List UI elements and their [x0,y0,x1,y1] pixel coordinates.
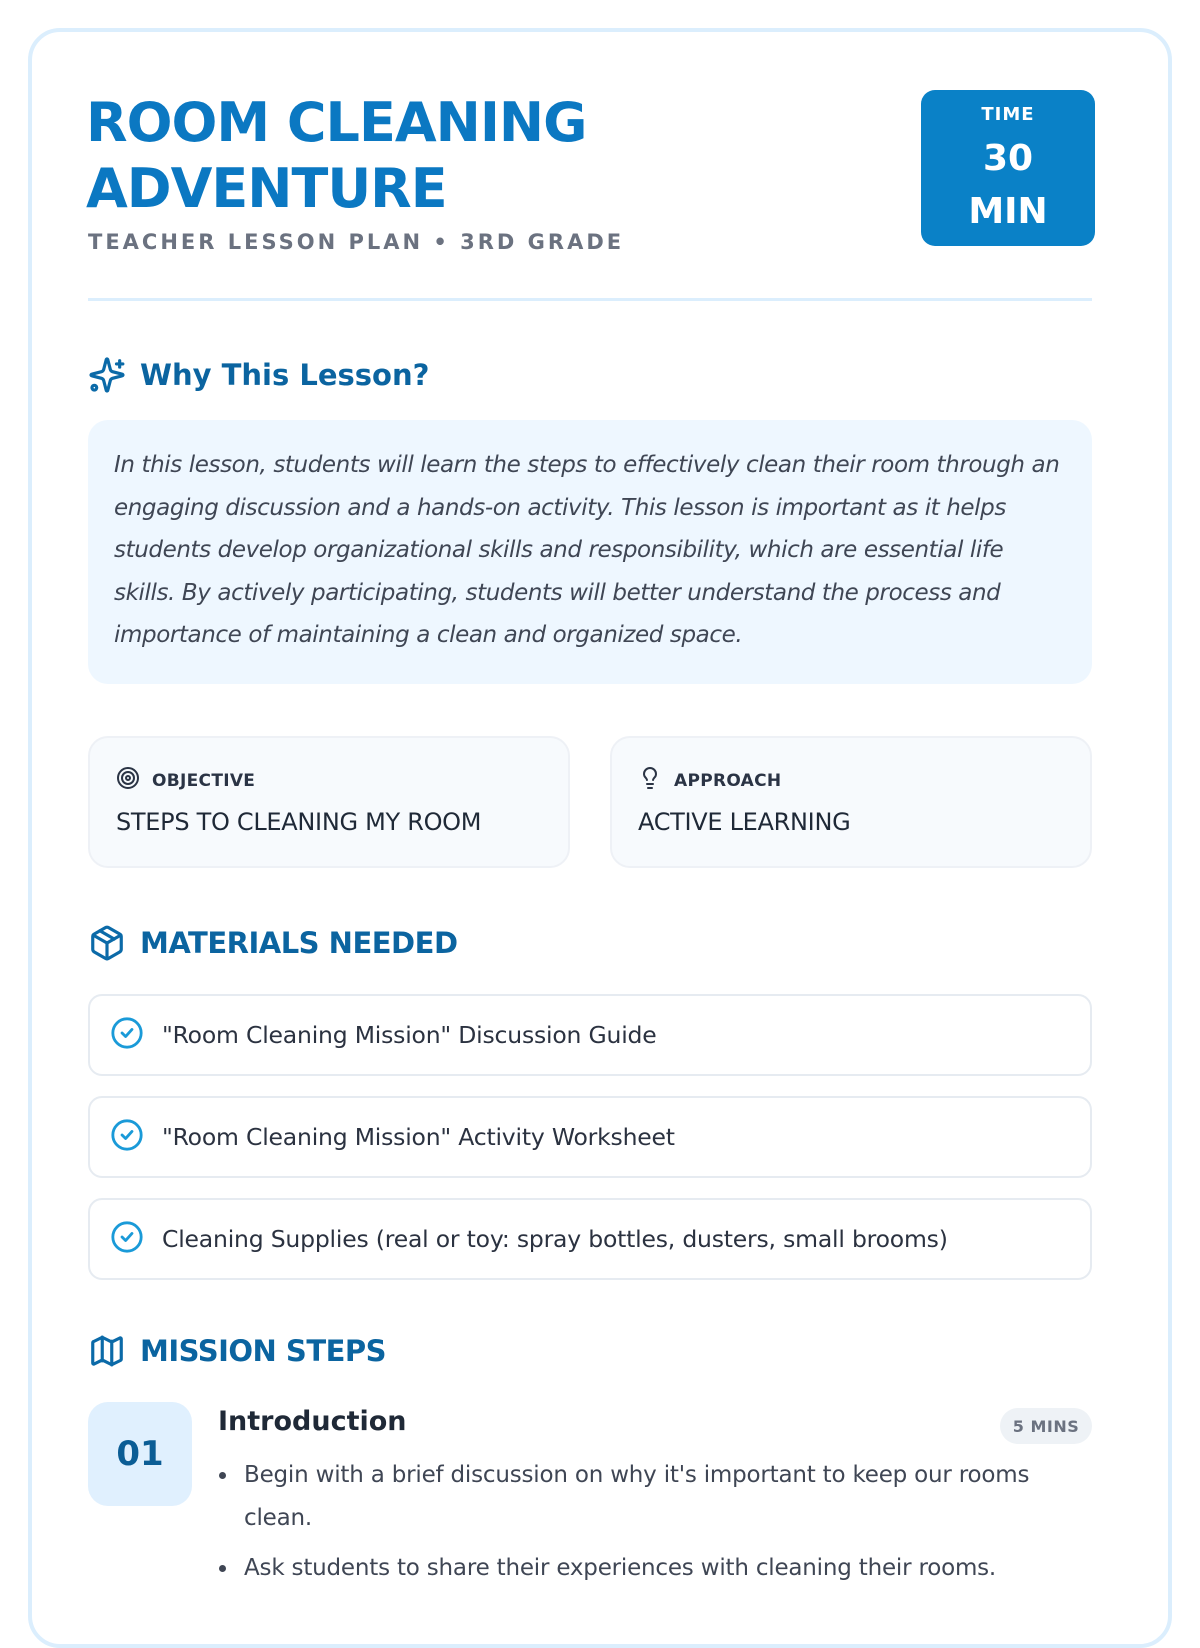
time-number: 30 [982,138,1034,179]
mission-section-heading [88,1332,386,1370]
step-bullet-list [218,1454,1078,1598]
lesson-header [86,90,1092,254]
approach-label-row [638,766,781,795]
approach-label: APPROACH [674,770,782,791]
objective-label-row [116,766,255,795]
why-heading: Why This Lesson? [140,358,430,392]
lightbulb-icon [638,766,662,795]
material-item [88,1198,1092,1280]
materials-heading: MATERIALS NEEDED [140,926,458,960]
objective-value: STEPS TO CLEANING MY ROOM [116,808,482,836]
step-title: Introduction [218,1406,407,1437]
target-icon [116,766,140,795]
materials-section-heading [88,924,458,962]
lesson-card [28,28,1172,1648]
time-badge [921,90,1095,246]
why-description: In this lesson, students will learn the steps to effectively clean their room through an engaging discussion and a hands-on activity. This lesson is important as it helps students develop organizational skills and responsibility, which are essential life skills. By actively participating, students will better understand the process and importance of maintaining a clean and organized space. [114,452,1060,648]
check-circle-icon [110,1220,144,1258]
sparkles-icon [88,356,126,394]
objective-label: OBJECTIVE [152,770,256,791]
step-number: 01 [88,1402,192,1506]
material-item-text: "Room Cleaning Mission" Discussion Guide [162,1021,657,1049]
time-value [921,132,1095,238]
mission-heading: MISSION STEPS [140,1334,387,1368]
time-label: TIME [981,104,1035,125]
header-divider [88,298,1092,301]
step-bullet: Begin with a brief discussion on why it's important to keep our rooms clean. [218,1454,1078,1539]
title-line-2: ADVENTURE [86,157,447,220]
material-item [88,1096,1092,1178]
material-item [88,994,1092,1076]
step-duration-badge: 5 MINS [1000,1408,1092,1444]
why-description-box [88,420,1092,684]
package-icon [88,924,126,962]
lesson-subtitle: TEACHER LESSON PLAN • 3RD GRADE [88,230,625,254]
why-section-heading [88,356,429,394]
map-icon [88,1332,126,1370]
step-bullet: Ask students to share their experiences with cleaning their rooms. [218,1547,1078,1590]
check-circle-icon [110,1118,144,1156]
title-line-1: ROOM CLEANING [86,91,587,154]
check-circle-icon [110,1016,144,1054]
material-item-text: "Room Cleaning Mission" Activity Worksheet [162,1123,675,1151]
approach-card [610,736,1092,868]
lesson-title [86,90,786,222]
objective-card [88,736,570,868]
material-item-text: Cleaning Supplies (real or toy: spray bottles, dusters, small brooms) [162,1225,948,1253]
approach-value: ACTIVE LEARNING [638,808,851,836]
time-unit: MIN [968,191,1048,232]
